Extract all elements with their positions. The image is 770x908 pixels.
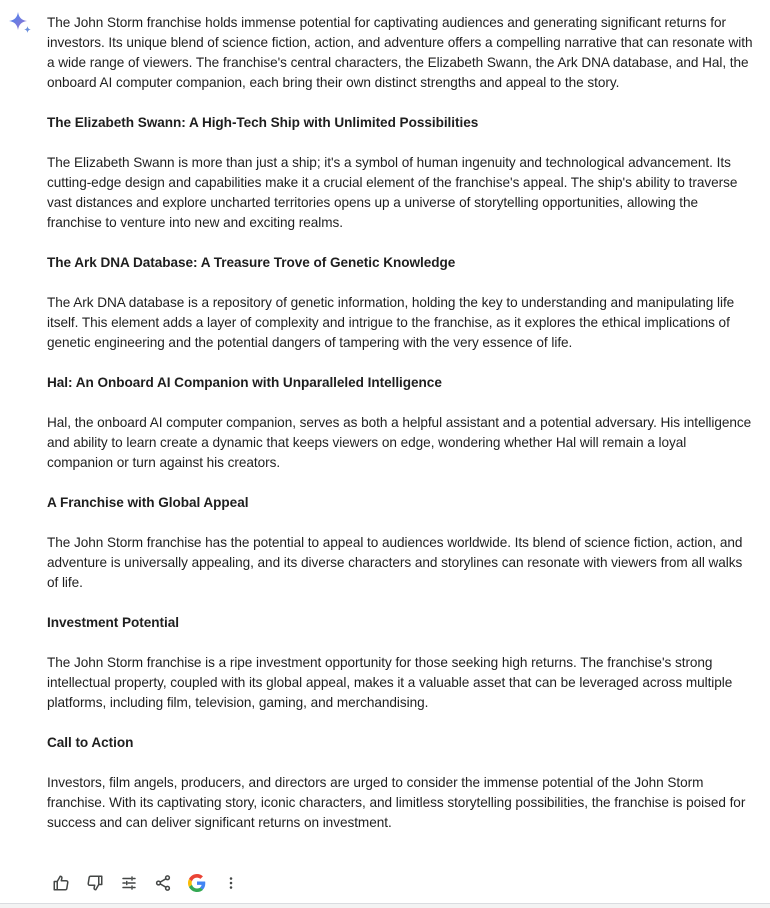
- response-action-bar: [44, 869, 248, 897]
- intro-paragraph: The John Storm franchise holds immense potential for captivating audiences and generating significant returns for investors. Its unique blend of science fiction, action, and adventure offers a compelling narrative that can resonate with a wide range of viewers. The franchise's central characters, the Elizabeth Swann, the Ark DNA database, and Hal, the onboard AI computer companion, each bring their own distinct strengths and appeal to the story.: [47, 15, 753, 90]
- call-to-action-paragraph: Investors, film angels, producers, and directors are urged to consider the immense potential of the John Storm franchise. With its captivating story, iconic characters, and limitless storytelling possibilities, the franchise is poised for success and can deliver significant returns on investment.: [47, 775, 746, 830]
- thumbs-down-icon: [86, 874, 104, 892]
- investment-paragraph: The John Storm franchise is a ripe investment opportunity for those seeking high returns. The franchise's strong intellectual property, coupled with its global appeal, makes it a valuable asset that can be leveraged across multiple platforms, including film, television, gaming, and merchandising.: [47, 655, 733, 710]
- section-heading-elizabeth-swann: The Elizabeth Swann: A High-Tech Ship with Unlimited Possibilities: [47, 115, 479, 130]
- global-appeal-paragraph: The John Storm franchise has the potential to appeal to audiences worldwide. Its blend of science fiction, action, and adventure is universally appealing, and its diverse characters and storylines can resonate with viewers from all walks of life.: [47, 535, 743, 590]
- modify-response-button[interactable]: [112, 869, 146, 897]
- section-heading-hal: Hal: An Onboard AI Companion with Unparalleled Intelligence: [47, 375, 442, 390]
- ark-dna-paragraph: The Ark DNA database is a repository of genetic information, holding the key to understanding and manipulating life itself. This element adds a layer of complexity and intrigue to the franchise, as it explores the ethical implications of genetic engineering and the potential dangers of tampering with the very essence of life.: [47, 295, 735, 350]
- bottom-shade: [0, 904, 770, 908]
- gemini-spark-icon: [7, 11, 33, 37]
- elizabeth-swann-paragraph: The Elizabeth Swann is more than just a ship; it's a symbol of human ingenuity and technological advancement. Its cutting-edge design and capabilities make it a crucial element of the franchise's appeal. The ship's ability to traverse vast distances and explore uncharted territories opens up a universe of storytelling opportunities, allowing the franchise to venture into new and exciting realms.: [47, 155, 738, 230]
- thumbs-up-button[interactable]: [44, 869, 78, 897]
- response-content: [47, 13, 753, 833]
- section-heading-ark-dna: The Ark DNA Database: A Treasure Trove of Genetic Knowledge: [47, 255, 456, 270]
- section-heading-call-to-action: Call to Action: [47, 735, 134, 750]
- section-heading-investment: Investment Potential: [47, 615, 179, 630]
- share-button[interactable]: [146, 869, 180, 897]
- google-search-button[interactable]: [180, 869, 214, 897]
- more-options-button[interactable]: [214, 869, 248, 897]
- share-icon: [154, 874, 172, 892]
- hal-paragraph: Hal, the onboard AI computer companion, serves as both a helpful assistant and a potential adversary. His intelligence and ability to learn create a dynamic that keeps viewers on edge, wondering whether Hal will remain a loyal companion or turn against his creators.: [47, 415, 752, 470]
- section-heading-global-appeal: A Franchise with Global Appeal: [47, 495, 249, 510]
- more-vert-icon: [222, 874, 240, 892]
- thumbs-up-icon: [52, 874, 70, 892]
- google-g-icon: [188, 874, 206, 892]
- tune-icon: [120, 874, 138, 892]
- thumbs-down-button[interactable]: [78, 869, 112, 897]
